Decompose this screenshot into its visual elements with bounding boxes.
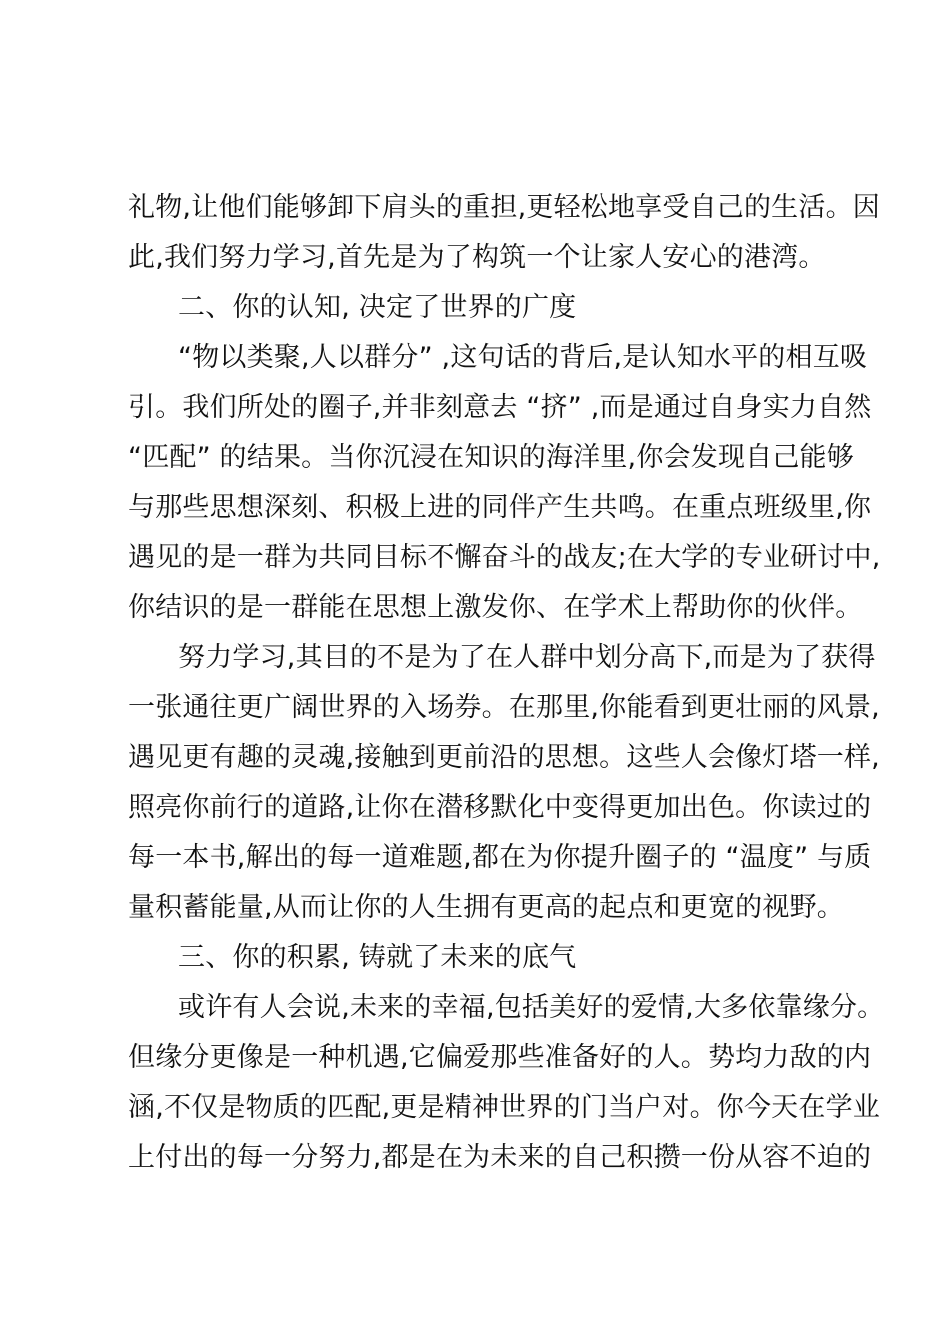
body-text-line: 遇见的是一群为共同目标不懈奋斗的战友;在大学的专业研讨中, (128, 542, 881, 573)
body-text-line: 遇见更有趣的灵魂,接触到更前沿的思想。这些人会像灯塔一样, (128, 742, 880, 773)
body-text-line: 努力学习,其目的不是为了在人群中划分高下,而是为了获得 (178, 642, 876, 673)
body-text-line: 与那些思想深刻、积极上进的同伴产生共鸣。在重点班级里,你 (128, 492, 872, 523)
body-text-line: 涵,不仅是物质的匹配,更是精神世界的门当户对。你今天在学业 (128, 1092, 880, 1123)
body-text-line: 礼物,让他们能够卸下肩头的重担,更轻松地享受自己的生活。因 (128, 192, 880, 223)
body-text-line: 引。我们所处的圈子,并非刻意去 “挤” ,而是通过自身实力自然 (128, 392, 872, 423)
body-text-line: “匹配” 的结果。当你沉浸在知识的海洋里,你会发现自己能够 (128, 442, 854, 473)
body-text-line: 一张通往更广阔世界的入场券。在那里,你能看到更壮丽的风景, (128, 692, 880, 723)
body-text-line: 上付出的每一分努力,都是在为未来的自己积攒一份从容不迫的 (128, 1142, 872, 1173)
body-text-line: 照亮你前行的道路,让你在潜移默化中变得更加出色。你读过的 (128, 792, 872, 823)
body-text-line: “物以类聚,人以群分” ,这句话的背后,是认知水平的相互吸 (178, 342, 868, 373)
body-text-line: 你结识的是一群能在思想上激发你、在学术上帮助你的伙伴。 (128, 592, 863, 623)
body-text-line: 但缘分更像是一种机遇,它偏爱那些准备好的人。势均力敌的内 (128, 1042, 872, 1073)
section-heading: 三、你的积累, 铸就了未来的底气 (178, 942, 577, 973)
section-heading: 二、你的认知, 决定了世界的广度 (178, 292, 577, 323)
body-text-line: 此,我们努力学习,首先是为了构筑一个让家人安心的港湾。 (128, 242, 826, 273)
body-text-line: 或许有人会说,未来的幸福,包括美好的爱情,大多依靠缘分。 (178, 992, 885, 1023)
body-text-line: 每一本书,解出的每一道难题,都在为你提升圈子的 “温度” 与质 (128, 842, 872, 873)
body-text-line: 量积蓄能量,从而让你的人生拥有更高的起点和更宽的视野。 (128, 892, 844, 923)
